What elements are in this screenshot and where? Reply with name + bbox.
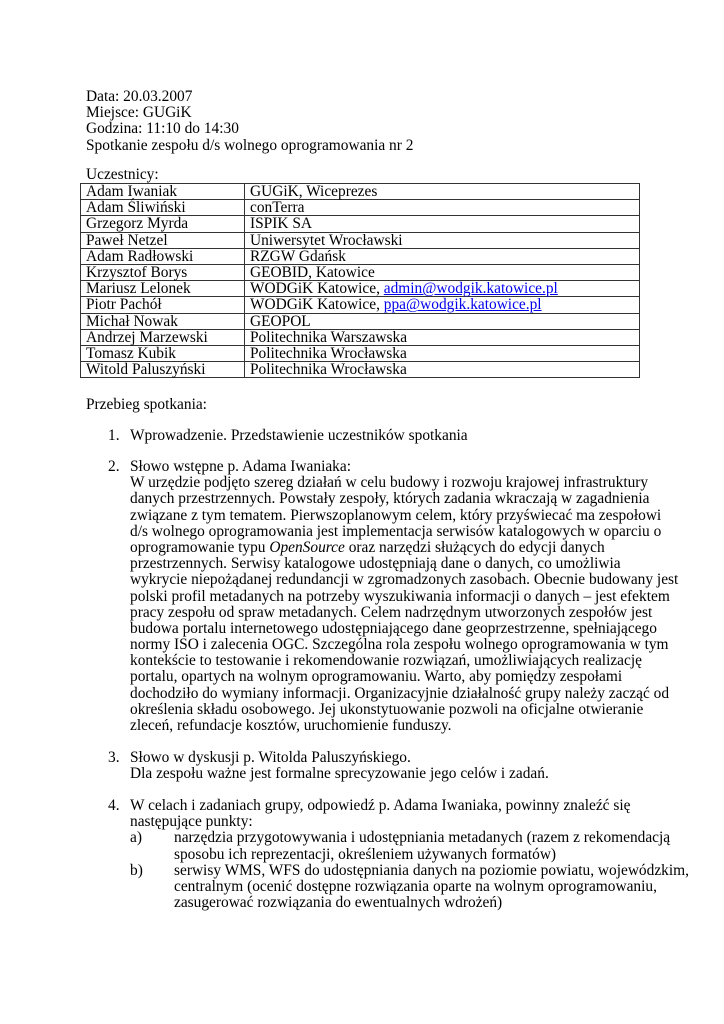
item-line (130, 475, 678, 491)
sub-item (130, 863, 689, 912)
agenda-item-1 (108, 428, 468, 444)
table-row (81, 200, 640, 216)
org-text: GEOBID, Katowice (250, 264, 375, 282)
item-line (130, 524, 678, 540)
place: Miejsce: GUGiK (86, 104, 192, 122)
participant-name: Tomasz Kubik (81, 346, 245, 362)
table-row (81, 313, 640, 329)
participant-name: Mariusz Lelonek (81, 281, 245, 297)
participant-org (245, 329, 640, 345)
participants-label: Uczestnicy: (86, 166, 159, 183)
line-text: określenia składu osobowego. Jej ukonstytuowanie pozwoli na oficjalne otwieranie (130, 700, 644, 718)
sub-item-line: zasugerować rozwiązania do ewentualnych wdrożeń) (174, 894, 503, 912)
table-row (81, 346, 640, 362)
line-text: danych przestrzennych. Powstały zespoły, których zadania wkraczają w zagadnienia (130, 490, 650, 508)
participant-org (245, 265, 640, 281)
email-link[interactable]: admin@wodgik.katowice.pl (383, 280, 558, 298)
participant-org (245, 248, 640, 264)
item-number: 2. (108, 458, 120, 475)
item-line (130, 589, 678, 605)
line-text: normy ISO i zalecenia OGC. Szczególna rola zespołu wolnego oprogramowania w tym (130, 636, 669, 654)
table-row (81, 184, 640, 200)
sub-item-label: a) (130, 829, 142, 847)
org-text: WODGiK Katowice, (250, 296, 384, 314)
participant-org (245, 346, 640, 362)
item-line (130, 605, 678, 621)
participant-name: Adam Iwaniak (81, 184, 245, 200)
sub-item-line: narzędzia przygotowywania i udostępniania metadanych (razem z rekomendacją (174, 829, 671, 847)
item-line (130, 540, 678, 556)
participant-name: Krzysztof Borys (81, 265, 245, 281)
item-number: 4. (108, 797, 120, 814)
item-line: Dla zespołu ważne jest formalne sprecyzowanie jego celów i zadań. (130, 765, 549, 783)
org-text: GUGiK, Wiceprezes (250, 183, 378, 200)
participant-name: Adam Radłowski (81, 248, 245, 264)
table-row (81, 248, 640, 264)
sub-item-label: b) (130, 861, 143, 879)
line-text: budowa portalu internetowego udostępniającego dane geoprzestrzenne, spełniającego (130, 619, 657, 637)
sub-item-line: sposobu ich reprezentacji, określeniem używanych formatów) (174, 845, 557, 863)
item-line: W celach i zadaniach grupy, odpowiedź p. Adama Iwaniaka, powinny znaleźć się (130, 797, 631, 814)
email-link[interactable]: ppa@wodgik.katowice.pl (383, 296, 542, 314)
participant-name: Grzegorz Myrda (81, 216, 245, 232)
table-row (81, 216, 640, 232)
item-line: Wprowadzenie. Przedstawienie uczestników spotkania (130, 427, 468, 444)
line-text: polski profil metadanych na potrzeby wyszukiwania informacji o danych – jest efektem (130, 587, 670, 605)
participant-org (245, 216, 640, 232)
sub-item-line: serwisy WMS, WFS do udostępniania danych na poziomie powiatu, wojewódzkim, (174, 861, 689, 879)
line-text: oprogramowanie typu (130, 538, 270, 556)
org-text: ISPIK SA (250, 215, 313, 233)
org-text: GEOPOL (250, 312, 311, 330)
line-text: d/s wolnego oprogramowania jest implementacja serwisów katalogowych w oparciu o (130, 522, 662, 540)
item-line (130, 686, 678, 702)
org-text: RZGW Gdańsk (250, 247, 346, 265)
participant-name: Paweł Netzel (81, 232, 245, 248)
item-line (130, 491, 678, 507)
participant-org (245, 297, 640, 313)
line-text: związane z tym tematem. Pierwszoplanowym celem, który przyświecać ma zespołowi (130, 506, 662, 524)
item-line (130, 556, 678, 572)
org-text: Politechnika Wrocławska (250, 361, 407, 379)
participant-org (245, 184, 640, 200)
item-line (130, 621, 678, 637)
table-row (81, 232, 640, 248)
participant-org (245, 362, 640, 378)
line-text: kontekście to testowanie i rekomendowanie rozwiązań, umożliwiających realizację (130, 652, 642, 670)
table-row (81, 329, 640, 345)
italic-term: OpenSource (269, 538, 345, 556)
participant-name: Michał Nowak (81, 313, 245, 329)
item-line (130, 637, 678, 653)
date: Data: 20.03.2007 (86, 88, 193, 105)
line-text: przestrzennych. Serwisy katalogowe udostępniają dane o danych, co umożliwia (130, 555, 621, 573)
participant-org (245, 232, 640, 248)
table-row (81, 281, 640, 297)
item-number: 1. (108, 427, 120, 444)
line-text: dochodziło do wymiany informacji. Organizacyjnie działalność grupy należy zacząć od (130, 684, 670, 702)
line-text: W urzędzie podjęto szereg działań w celu budowy i rozwoju krajowej infrastruktury (130, 474, 649, 492)
item-number: 3. (108, 749, 120, 766)
participant-org (245, 200, 640, 216)
agenda-label: Przebieg spotkania: (86, 396, 207, 413)
table-row (81, 297, 640, 313)
participant-org (245, 281, 640, 297)
table-row (81, 265, 640, 281)
participants-table (80, 183, 640, 378)
org-text: WODGiK Katowice, (250, 280, 384, 298)
participant-name: Witold Paluszyński (81, 362, 245, 378)
participant-name: Adam Śliwiński (81, 200, 245, 216)
participant-org (245, 313, 640, 329)
sub-item-line: centralnym (ocenić dostępne rozwiązania oparte na wolnym oprogramowaniu, (174, 877, 657, 895)
agenda-item-2 (108, 459, 678, 734)
org-text: conTerra (250, 199, 305, 217)
meeting-header (86, 89, 413, 154)
agenda-item-3 (108, 750, 549, 782)
time: Godzina: 11:10 do 14:30 (86, 120, 239, 138)
agenda-item-4 (108, 798, 689, 911)
line-text: pracy zespołu od spraw metadanych. Celem nadrzędnym utworzonych zespołów jest (130, 603, 653, 621)
org-text: Uniwersytet Wrocławski (250, 231, 403, 249)
line-text: oraz narzędzi służących do edycji danych (344, 538, 605, 556)
item-line (130, 459, 678, 475)
meeting-title: Spotkanie zespołu d/s wolnego oprogramowania nr 2 (86, 136, 414, 154)
item-line (130, 572, 678, 588)
table-row (81, 362, 640, 378)
line-text: Słowo wstępne p. Adama Iwaniaka: (130, 458, 351, 475)
org-text: Politechnika Warszawska (250, 328, 408, 346)
item-line: następujące punkty: (130, 813, 253, 831)
participant-name: Piotr Pachół (81, 297, 245, 313)
sub-item (130, 830, 689, 862)
line-text: zleceń, refundacje kosztów, uruchomienie funduszy. (130, 717, 452, 734)
org-text: Politechnika Wrocławska (250, 345, 407, 363)
item-line (130, 508, 678, 524)
line-text: portalu, opartych na wolnym oprogramowaniu. Warto, aby pomiędzy zespołami (130, 668, 623, 686)
item-line (130, 653, 678, 669)
participant-name: Andrzej Marzewski (81, 329, 245, 345)
item-line (130, 702, 678, 718)
item-line (130, 718, 678, 734)
line-text: wykrycie niepożądanej redundancji w zgromadzonych zasobach. Obecnie budowany jest (130, 571, 679, 589)
item-line (130, 669, 678, 685)
item-line: Słowo w dyskusji p. Witolda Paluszyńskiego. (130, 749, 411, 766)
